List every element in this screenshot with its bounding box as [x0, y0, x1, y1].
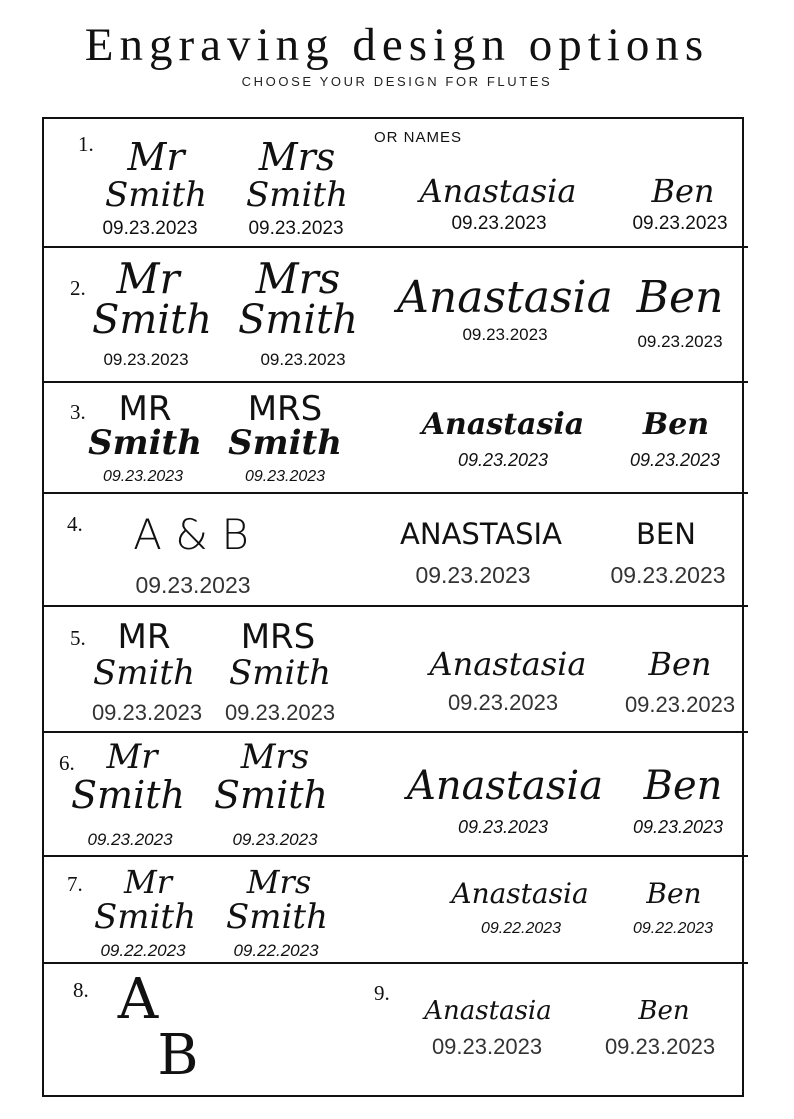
row-divider: [42, 855, 748, 857]
surname: Smith: [88, 423, 202, 463]
mrs-title: Mrs: [246, 863, 312, 901]
row-divider: [42, 731, 748, 733]
name-option-2: Ben: [642, 407, 710, 442]
date: 09.23.2023: [102, 218, 198, 239]
name-option-2: Ben: [643, 763, 723, 809]
mrs-title: Mrs: [258, 135, 336, 179]
name-option-2: BEN: [636, 517, 696, 551]
mr-title: Mr: [106, 737, 158, 777]
date: 09.23.2023: [632, 213, 728, 234]
date: 09.23.2023: [604, 1034, 716, 1059]
monogram-letter-b: B: [157, 1023, 199, 1088]
name-option-1: ANASTASIA: [400, 517, 562, 551]
date: 09.22.2023: [480, 920, 562, 937]
date: 09.23.2023: [103, 350, 189, 369]
surname: Smith: [94, 897, 196, 937]
mrs-title: MRS: [240, 617, 316, 657]
date: 09.23.2023: [629, 450, 721, 470]
date: 09.23.2023: [610, 562, 726, 588]
date: 09.23.2023: [102, 468, 184, 485]
surname: Smith: [92, 297, 212, 343]
date: 09.22.2023: [100, 941, 186, 960]
option-number: 2.: [70, 276, 86, 300]
name-option-1: Anastasia: [406, 763, 604, 809]
date: 09.22.2023: [632, 920, 714, 937]
page-title: Engraving design options: [84, 19, 710, 71]
surname: Smith: [238, 297, 358, 343]
date: 09.23.2023: [632, 817, 724, 837]
or-names-label: OR NAMES: [374, 129, 463, 146]
page-subtitle: CHOOSE YOUR DESIGN FOR FLUTES: [241, 74, 553, 89]
date: 09.23.2023: [248, 218, 344, 239]
row-divider: [42, 962, 748, 964]
option-number: 7.: [67, 872, 83, 896]
name-option-2: Ben: [636, 272, 724, 323]
date: 09.23.2023: [431, 1034, 543, 1059]
option-number: 9.: [374, 981, 390, 1005]
monogram-letter-a: A: [117, 967, 159, 1032]
name-option-1: Anastasia: [451, 877, 589, 910]
mr-title: Mr: [123, 863, 173, 901]
date: 09.23.2023: [91, 700, 203, 725]
date: 09.23.2023: [624, 692, 736, 717]
surname: Smith: [214, 773, 328, 817]
name-option-2: Ben: [651, 172, 715, 210]
option-number: 3.: [70, 400, 86, 424]
option-number: 6.: [59, 751, 75, 775]
option-number: 8.: [73, 978, 89, 1002]
name-option-2: Ben: [638, 996, 690, 1026]
mrs-title: Mrs: [240, 737, 310, 777]
row-divider: [42, 492, 748, 494]
date: 09.23.2023: [87, 830, 173, 849]
date: 09.23.2023: [224, 700, 336, 725]
date: 09.23.2023: [451, 213, 547, 234]
date: 09.23.2023: [457, 817, 549, 837]
date: 09.23.2023: [637, 332, 723, 351]
name-option-1: Anastasia: [429, 645, 587, 683]
mr-title: Mr: [127, 135, 185, 179]
date: 09.23.2023: [135, 572, 251, 598]
date: 09.22.2023: [233, 941, 319, 960]
date: 09.23.2023: [457, 450, 549, 470]
surname: Smith: [105, 175, 207, 215]
surname: Smith: [229, 653, 331, 693]
date: 09.23.2023: [244, 468, 326, 485]
row-divider: [42, 381, 748, 383]
surname: Smith: [93, 653, 195, 693]
name-option-1: Anastasia: [397, 272, 613, 323]
option-number: 4.: [67, 512, 83, 536]
option-number: 1.: [78, 132, 94, 156]
surname: Smith: [71, 773, 185, 817]
surname: Smith: [246, 175, 348, 215]
date: 09.23.2023: [232, 830, 318, 849]
date: 09.23.2023: [462, 325, 548, 344]
name-option-2: Ben: [646, 877, 702, 910]
mrs-title: Mrs: [255, 254, 341, 303]
date: 09.23.2023: [447, 690, 559, 715]
mr-title: Mr: [116, 254, 180, 303]
row-divider: [42, 605, 748, 607]
option-number: 5.: [70, 626, 86, 650]
mrs-title: MRS: [247, 389, 323, 429]
name-option-2: Ben: [648, 645, 712, 683]
surname: Smith: [228, 423, 342, 463]
name-option-1: Anastasia: [421, 407, 585, 442]
name-option-1: Anastasia: [419, 172, 577, 210]
row-divider: [42, 246, 748, 248]
initials: A & B: [133, 510, 249, 559]
date: 09.23.2023: [415, 562, 531, 588]
mr-title: MR: [117, 617, 171, 657]
surname: Smith: [226, 897, 328, 937]
name-option-1: Anastasia: [424, 996, 552, 1026]
date: 09.23.2023: [260, 350, 346, 369]
mr-title: MR: [118, 389, 172, 429]
